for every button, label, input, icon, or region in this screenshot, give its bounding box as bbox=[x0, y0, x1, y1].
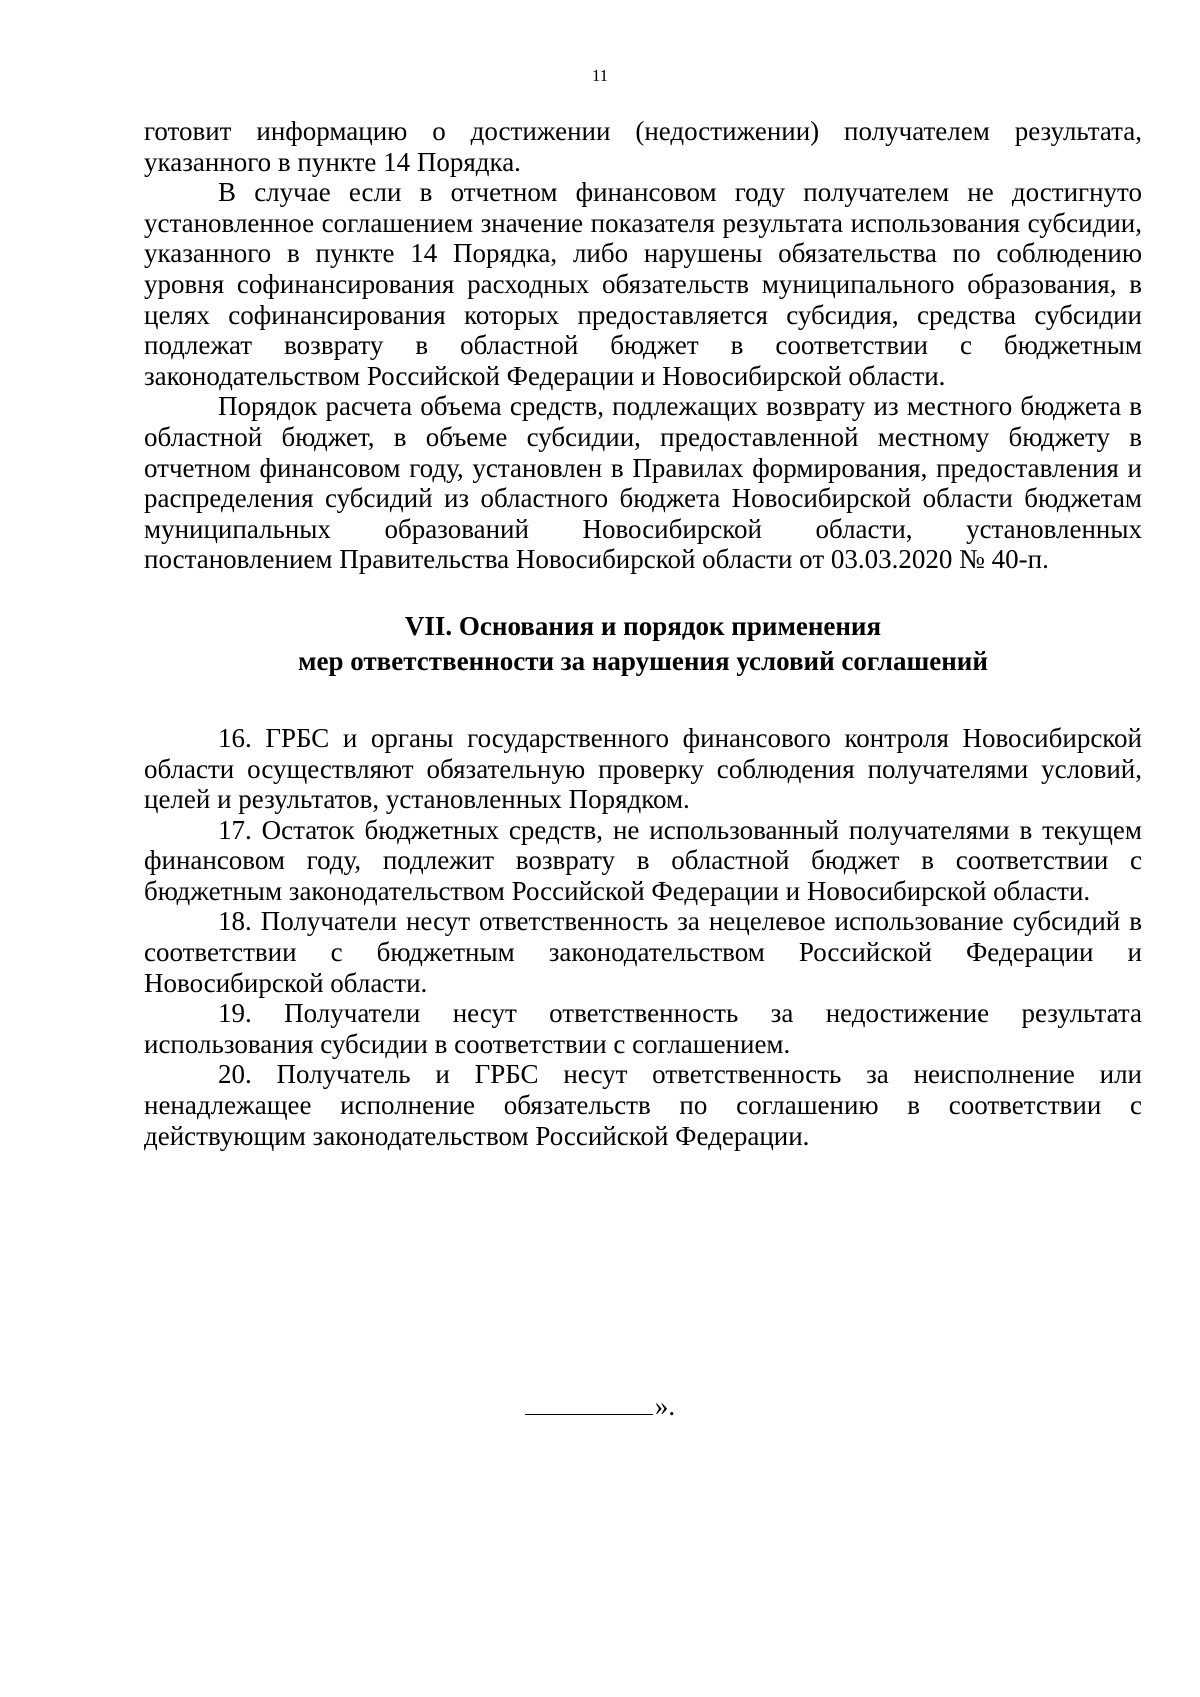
document-body bbox=[144, 116, 1142, 1151]
closing-mark bbox=[0, 1390, 1200, 1421]
clause-19: 19. Получатели несут ответственность за недостижение результата использования субсидии в соответствии с соглашением. bbox=[144, 998, 1142, 1059]
closing-underline bbox=[525, 1390, 653, 1415]
page-number: 11 bbox=[591, 66, 609, 85]
clause-17: 17. Остаток бюджетных средств, не использованный получателями в текущем финансовом году, подлежит возврату в областной бюджет в соответствии с бюджетным законодательством Российской Федерации и Новосибирской области. bbox=[144, 814, 1142, 906]
paragraph-subsidy-return: В случае если в отчетном финансовом году получателем не достигнуто установленное соглашением значение показателя результата использования субсидии, указанного в пункте 14 Порядка, либо нарушены обязательства по соблюдению уровня софинансирования расходных обязательств муниципального образования, в целях софинансирования которых предоставляется субсидия, средства субсидии подлежат возврату в областной бюджет в соответствии с бюджетным законодательством Российской Федерации и Новосибирской области. bbox=[144, 177, 1142, 391]
section-heading bbox=[144, 609, 1142, 679]
section-heading-line-2: мер ответственности за нарушения условий соглашений bbox=[298, 645, 988, 676]
section-heading-line-1: VII. Основания и порядок применения bbox=[404, 610, 882, 641]
paragraph-calculation-order: Порядок расчета объема средств, подлежащих возврату из местного бюджета в областной бюджет, в объеме субсидии, предоставленной местному бюджету в отчетном финансовом году, установлен в Правилах формирования, предоставления и распределения субсидий из областного бюджета Новосибирской области бюджетам муниципальных образований Новосибирской области, установленных постановлением Правительства Новосибирской области от 03.03.2020 № 40-п. bbox=[144, 391, 1142, 575]
clause-18: 18. Получатели несут ответственность за нецелевое использование субсидий в соответствии с бюджетным законодательством Российской Федерации и Новосибирской области. bbox=[144, 906, 1142, 998]
paragraph-continuation: готовит информацию о достижении (недостижении) получателем результата, указанного в пункте 14 Порядка. bbox=[144, 116, 1142, 177]
clause-20: 20. Получатель и ГРБС несут ответственность за неисполнение или ненадлежащее исполнение обязательств по соглашению в соответствии с действующим законодательством Российской Федерации. bbox=[144, 1059, 1142, 1151]
clause-16: 16. ГРБС и органы государственного финансового контроля Новосибирской области осуществляют обязательную проверку соблюдения получателями условий, целей и результатов, установленных Порядком. bbox=[144, 722, 1142, 815]
closing-quote: ». bbox=[654, 1391, 676, 1421]
